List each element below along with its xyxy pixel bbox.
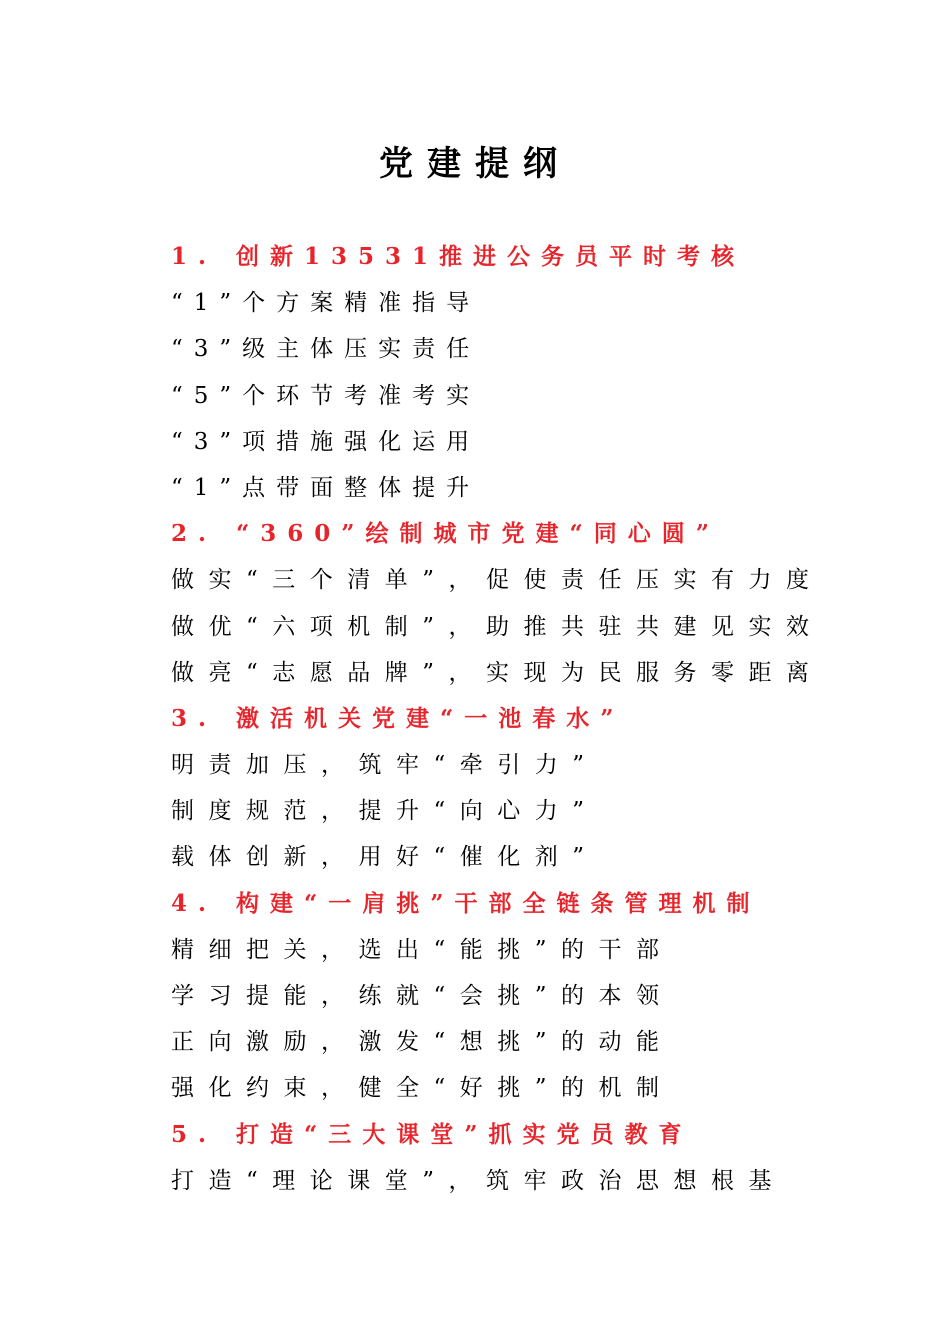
section-heading: 3. 激活机关党建“一池春水” [171, 704, 625, 732]
outline-item: 制度规范，提升“向心力” [171, 798, 599, 825]
document-title: 党建提纲 [379, 144, 571, 184]
outline-item: 打造“理论课堂”，筑牢政治思想根基 [171, 1167, 787, 1194]
outline-item: “3”项措施强化运用 [171, 428, 481, 455]
outline-item: “1”个方案精准指导 [171, 290, 481, 317]
outline-item: 载体创新，用好“催化剂” [171, 844, 599, 871]
outline-item: 做实“三个清单”，促使责任压实有力度 [171, 567, 824, 594]
outline-item: “3”级主体压实责任 [171, 336, 481, 363]
outline-item: 做亮“志愿品牌”，实现为民服务零距离 [171, 659, 824, 686]
section-heading: 1. 创新13531推进公务员平时考核 [171, 243, 746, 270]
section-heading: 4. 构建“一肩挑”干部全链条管理机制 [171, 889, 761, 917]
outline-content [171, 234, 824, 1204]
section-heading: 2. “360”绘制城市党建“同心圆” [171, 520, 720, 548]
section-heading: 5. 打造“三大课堂”抓实党员教育 [171, 1120, 693, 1148]
outline-item: “1”点带面整体提升 [171, 474, 481, 501]
outline-item: 做优“六项机制”，助推共驻共建见实效 [171, 613, 824, 640]
outline-item: 强化约束，健全“好挑”的机制 [171, 1075, 674, 1102]
outline-item: 精细把关，选出“能挑”的干部 [171, 936, 674, 963]
outline-item: “5”个环节考准考实 [171, 382, 481, 409]
outline-item: 明责加压，筑牢“牵引力” [171, 752, 599, 779]
outline-item: 学习提能，练就“会挑”的本领 [171, 983, 674, 1009]
outline-item: 正向激励，激发“想挑”的动能 [171, 1029, 674, 1056]
